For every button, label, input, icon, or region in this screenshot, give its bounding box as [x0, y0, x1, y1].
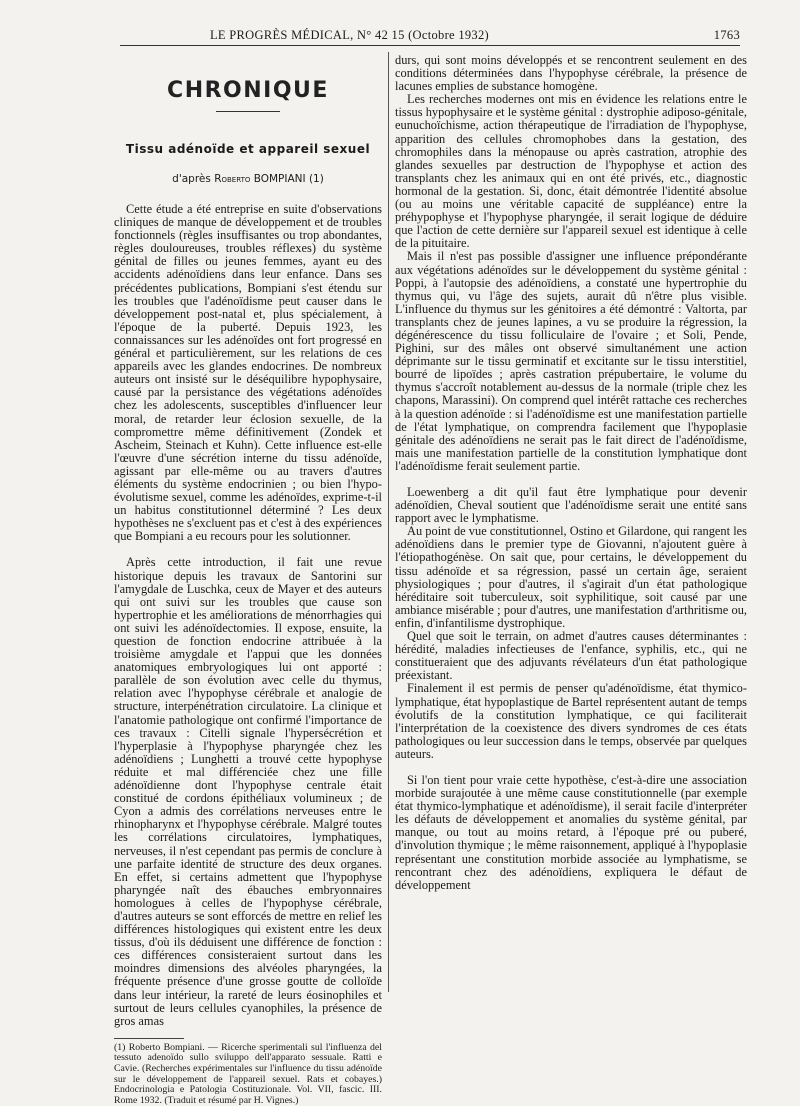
byline-prefix: d'après — [172, 173, 211, 185]
paragraph: Au point de vue constitutionnel, Ostino et Gilardone, qui rangent les adénoïdiens dans le premier type de Giovanni, n'ajoutent guère à l'étiopathogénèse. On sait que, pour certains, le développement du tissu adénoïde et sa régression, passé un certain âge, seraient physiologiques ; pour d'autres, il s'agirait d'un état pathologique héréditaire soit tuberculeux, soit syphilitique, soit causé par une ambiance misérable ; pour d'autres, une manifestation d'arthritisme ou, enfin, d'infantilisme dystrophique. — [395, 524, 747, 630]
right-column — [395, 54, 747, 994]
byline-author-first: Roberto — [214, 173, 251, 185]
paragraph: durs, qui sont moins développés et se rencontrent seulement en des conditions déterminées dans l'hypophyse cérébrale, la présence de lacunes emplies de substance homogène. — [395, 53, 747, 94]
header-rule — [120, 45, 740, 46]
section-title-rule — [216, 111, 280, 112]
footnote: (1) Roberto Bompiani. — Ricerche sperimentali sul l'influenza del tessuto adenoïdo sullo sviluppo dell'apparato sessuale. Ratti e Cavie. (Recherches expérimentales sur l'influence du tissu adénoïde sur le développement de l'appareil sexuel. Rats et cobayes.) Endocrinologia e Patologia Costituzionale. Vol. VII, fascic. III. Rome 1932. (Traduit et résumé par H. Vignes.) — [114, 1041, 382, 1106]
paragraph: Quel que soit le terrain, on admet d'autres causes déterminantes : hérédité, maladies infectieuses de l'enfance, syphilis, etc., qui ne constitueraient que des adjuvants révélateurs d'un état pathologique préexistant. — [395, 629, 747, 683]
column-divider — [388, 52, 389, 992]
article-title: Tissu adénoïde et appareil sexuel — [125, 142, 371, 156]
left-column — [114, 52, 383, 1106]
paragraph: Les recherches modernes ont mis en évidence les relations entre le tissus hypophysaire et le système génital : dystrophie adiposo-génitale, eunuchoïchisme, action thérapeutique de l'irradiation de l'hypophyse, apparition des cellules chromophobes dans la gestation, des chromophiles dans la ménopause ou après castration, atrophie des glandes sexuelles par destruction de l'hypophyse et action des transplants chez les animaux qui en ont été privés, etc., diagnostic hormonal de la gestation. Si, donc, était démontrée l'identité absolue (ou au moins une véritable capacité de suppléance) entre la préhypophyse et l'hypophyse pharyngée, il serait logique de déduire que l'action de cette dernière sur l'appareil sexuel est identique à celle de la pituitaire. — [395, 92, 747, 251]
left-body-text — [114, 203, 382, 1028]
running-head-title: LE PROGRÈS MÉDICAL, N° 42 15 (Octobre 1932) — [210, 28, 489, 42]
paragraph: Si l'on tient pour vraie cette hypothèse, c'est-à-dire une association morbide surajoutée à une même cause constitutionnelle (par exemple état thymico-lymphatique et adénoïdisme), il serait facile d'interpréter les défauts de développement et anomalies du système génital, par manque, ou tout au moins retard, à l'époque pré ou puberé, d'involution thymique ; le même raisonnement, appliqué à l'hypoplasie représentant une constitution morbide associée au lymphatisme, se rencontrant chez des adénoïdiens, expliquera le défaut de développement — [395, 772, 747, 892]
right-body-text — [395, 54, 747, 892]
byline — [114, 173, 382, 185]
section-title: CHRONIQUE — [167, 78, 329, 103]
paragraph: Mais il n'est pas possible d'assigner une influence prépondérante aux végétations adénoïdes sur le développement du système génital : Poppi, à l'autopsie des adénoïdiens, a constaté une hypertrophie du thymus qui, vu l'âge des sujets, aurait dû n'être plus visible. L'influence du thymus sur les génitoires a été démontré : Valtorta, par transplants chez de jeunes lapines, a vu se produire la régression, la dégénérescence du tissu folliculaire de l'ovaire ; et Soli, Pende, Pighini, sur des mâles ont observé simultanément une action déprimante sur le tissu germinatif et excitante sur le tissu interstitiel, bourré de lipoïdes ; après castration prépubertaire, le volume du thymus s'accroît notablement au-dessus de la normale (triple chez les chapons, Marassini). On comprend quel intérêt rattache ces recherches à la question adénoïde : si l'adénoïdisme est une manifestation partielle de l'état lymphatique, on comprendra facilement que l'hypoplasie génitale des adénoïdiens ne serait pas le fait direct de l'adénoïdisme, mais une manifestation partielle de la constitution lymphatique dont l'adénoïdisme ferait seulement partie. — [395, 249, 747, 473]
paragraph: Finalement il est permis de penser qu'adénoïdisme, état thymico-lymphatique, état hypoplastique de Bartel représentent autant de temps évolutifs de la constitution lymphatique, ce qui faciliterait l'interprétation de la coexistence des divers syndromes de ces états pathologiques ou leur succession dans le temps, observée par quelques auteurs. — [395, 681, 747, 761]
paragraph: Loewenberg a dit qu'il faut être lymphatique pour devenir adénoïdien, Cheval soutient que l'adénoïdisme serait une entité sans rapport avec le lymphatisme. — [395, 485, 747, 526]
running-head — [120, 27, 740, 43]
paragraph: Après cette introduction, il fait une revue historique depuis les travaux de Santorini sur l'amygdale de Luschka, ceux de Mayer et des auteurs qui ont suivi sur les troubles que cause son hypertrophie et les améliorations de ménorrhagies qui ont suivi les adénoïdectomies. Il expose, ensuite, la question de fonction endocrine attribuée à la troisième amygdale et l'appui que les données anatomiques embryologiques lui ont apporté : parallèle de son évolution avec celle du thymus, relation avec l'hypophyse cérébrale et analogie de structure, interpénétration circulatoire. La clinique et l'anatomie pathologique ont confirmé l'importance de ces travaux : Citelli signale l'hypersécrétion et l'hyperplasie à l'hypophyse pharyngée chez les adénoïdiens ; Lunghetti a trouvé cette hypophyse réduite et mal différenciée chez une fille adénoïdienne dont l'hypophyse centrale était constitué de cordons épithéliaux volumineux ; de Cyon a admis des corrélations nerveuses entre le rhinopharynx et l'hypophyse cérébrale. Malgré toutes les corrélations circulatoires, lymphatiques, nerveuses, il n'est cependant pas permis de conclure à une parfaite identité de structure des deux organes. En effet, si certains admettent que l'hypophyse pharyngée naît des ébauches embryonnaires homologues à celles de l'hypophyse cérébrale, d'autres auteurs se sont efforcés de mettre en relief les différences histologiques qui existent entre les deux tissus, d'où ils déduisent une différence de fonction : ces différences consisteraient surtout dans les moindres dimensions des alvéoles pharyngées, la fréquente présence d'une grosse goutte de colloïde dans leur intérieur, la rareté de leurs éosinophiles et surtout de leurs cellules cyanophiles, la présence de gros amas — [114, 555, 382, 1028]
byline-author-last: BOMPIANI (1) — [253, 173, 324, 185]
footnote-rule — [114, 1038, 184, 1039]
page-number: 1763 — [713, 28, 740, 42]
paragraph: Cette étude a été entreprise en suite d'observations cliniques de manque de développement et de troubles fonctionnels (règles insuffisantes ou trop abondantes, règles douloureuses, troubles réflexes) du système génital de filles ou jeunes femmes, ayant eu des accidents adénoïdiens dans leur enfance. Dans ses précédentes publications, Bompiani s'est étendu sur les troubles que l'adénoïdisme peut causer dans le développement post-natal et, plus spécialement, à l'époque de la puberté. Depuis 1923, les connaissances sur les adénoïdes ont fort progressé en général et particulièrement, sur les relations de ces appareils avec les glandes endocrines. De nombreux auteurs ont insisté sur le déséquilibre hypophysaire, causé par la persistance des végétations adénoïdes chez les adolescents, susceptibles d'influencer leur moral, de retarder leur éclosion sexuelle, de la compromettre même définitivement (Zondek et Ascheim, Steinach et Kuhn). Cette influence est-elle l'œuvre d'une sécrétion interne du tissu adénoïde, agissant par elle-même ou au travers d'autres éléments du système endocrinien ; ou bien l'hypo-évolutisme sexuel, comme les adénoïdes, exprime-t-il un habitus constitutionnel déterminé ? Les deux hypothèses ne s'excluent pas et c'est à des expériences que Bompiani a eu recours pour les solutionner. — [114, 202, 383, 544]
